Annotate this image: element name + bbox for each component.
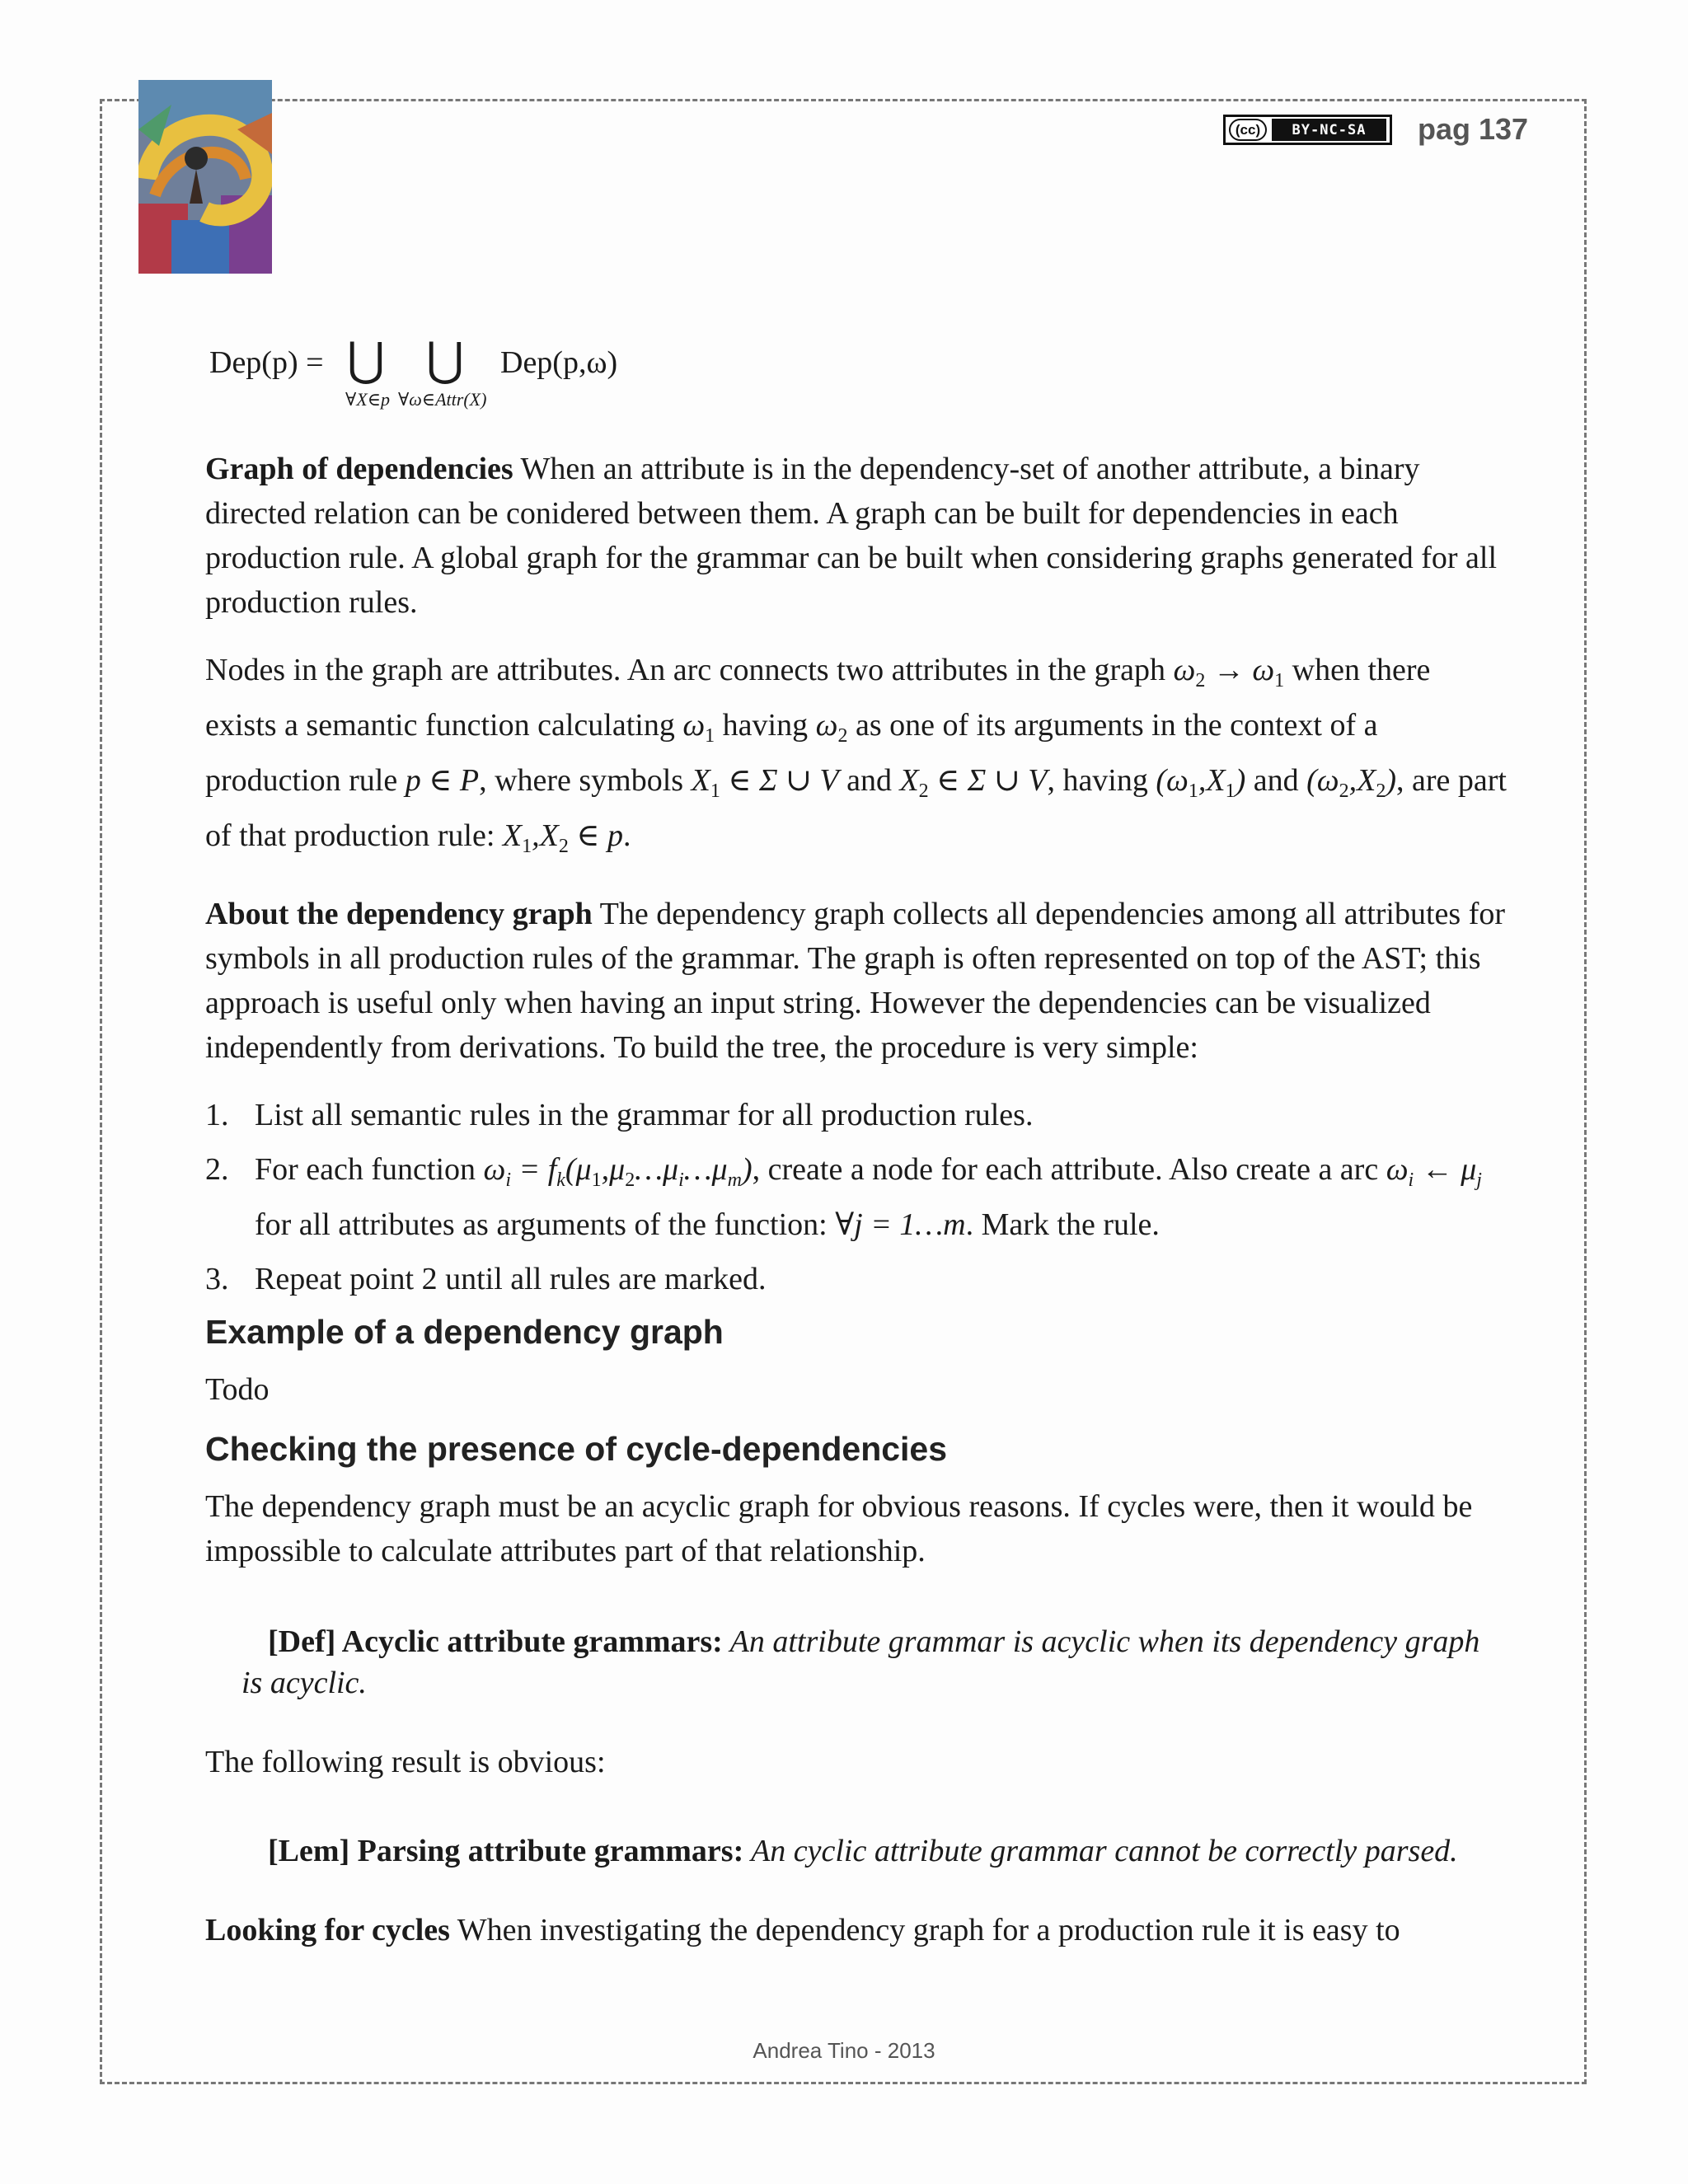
license-text: BY-NC-SA (1272, 119, 1386, 141)
para-lead: About the dependency graph (205, 897, 593, 931)
union-sub-1: ∀X∈p (345, 389, 391, 410)
union-symbol: ⋃ (347, 333, 385, 387)
heading-example: Example of a dependency graph (205, 1313, 724, 1351)
definition-block: [Def] Acyclic attribute grammars: An attribute grammar is acyclic when its dependency graph is acyclic. (241, 1624, 1480, 1700)
para-todo: Todo (205, 1372, 270, 1407)
cc-icon: (cc) (1229, 119, 1267, 141)
union-symbol: ⋃ (426, 333, 464, 387)
cc-license-badge[interactable] (1223, 115, 1392, 145)
dep-formula (205, 333, 1507, 419)
lem-lead: [Lem] Parsing attribute grammars: (268, 1834, 744, 1868)
page-number: pag 137 (1418, 112, 1529, 146)
para-graph-of-dependencies: Graph of dependencies When an attribute is in the dependency-set of another attribute, a binary directed relation can be conidered between them. A graph can be built for dependencies in each production rule. A global graph for the grammar can be built when considering graphs generated for all production rules. (205, 452, 1497, 620)
lemma-block: [Lem] Parsing attribute grammars: An cyclic attribute grammar cannot be correctly parsed. (268, 1834, 1458, 1868)
para-cycles: The dependency graph must be an acyclic graph for obvious reasons. If cycles were, then it would be impossible to calculate attributes part of that relationship. (205, 1489, 1473, 1568)
para-about-dependency-graph: About the dependency graph The dependency graph collects all dependencies among all attributes for symbols in all production rules of the grammar. The graph is often represented on top of the AST; this approach is useful only when having an input string. However the dependencies can be visualized independently from derivations. To build the tree, the procedure is very simple: (205, 897, 1506, 1065)
list-item: 3. Repeat point 2 until all rules are marked. (205, 1262, 767, 1296)
formula-rhs: Dep(p,ω) (500, 345, 618, 380)
union-sub-2: ∀ω∈Attr(X) (398, 389, 487, 410)
def-lead: [Def] Acyclic attribute grammars: (268, 1624, 723, 1659)
para-nodes: Nodes in the graph are attributes. An arc connects two attributes in the graph $\omega_2 \to \omega_1$ when there exists a semantic function calculating $\omega_1$ having $\omega_2$ as one of its arguments in the context of a production rule p ∈ P, where symbols $X_1$ ∈ Σ ∪ V and $X_2$ ∈ Σ ∪ V, having $(\omega_1,X_1)$ and $(\omega_2,X_2)$, are part of that production rule: $X_1,X_2$ ∈ p. (205, 653, 1507, 857)
heading-cycles: Checking the presence of cycle-dependencies (205, 1430, 948, 1468)
para-following: The following result is obvious: (205, 1745, 606, 1779)
para-lead: Graph of dependencies (205, 452, 513, 486)
para-looking-for-cycles: Looking for cycles When investigating the dependency graph for a production rule it is easy to (205, 1913, 1400, 1947)
list-item: 2. For each function $\omega_i$ = $f_k(\mu_1,\mu_2\dots\mu_i\dots\mu_m)$, create a node for each attribute. Also create a arc $\omega_i$ ← $\mu_j$ for all attributes as arguments of the function: ∀j = 1…m. Mark the rule. (205, 1152, 1482, 1242)
procedure-list (205, 1093, 1507, 1301)
book-cover-thumbnail (138, 80, 272, 274)
formula-lhs: Dep(p) = (209, 345, 324, 380)
page-footer: Andrea Tino - 2013 (753, 2038, 935, 2063)
page-content (205, 333, 1507, 1952)
list-item: 1. List all semantic rules in the grammar for all production rules. (205, 1098, 1034, 1132)
para-lead: Looking for cycles (205, 1913, 450, 1947)
